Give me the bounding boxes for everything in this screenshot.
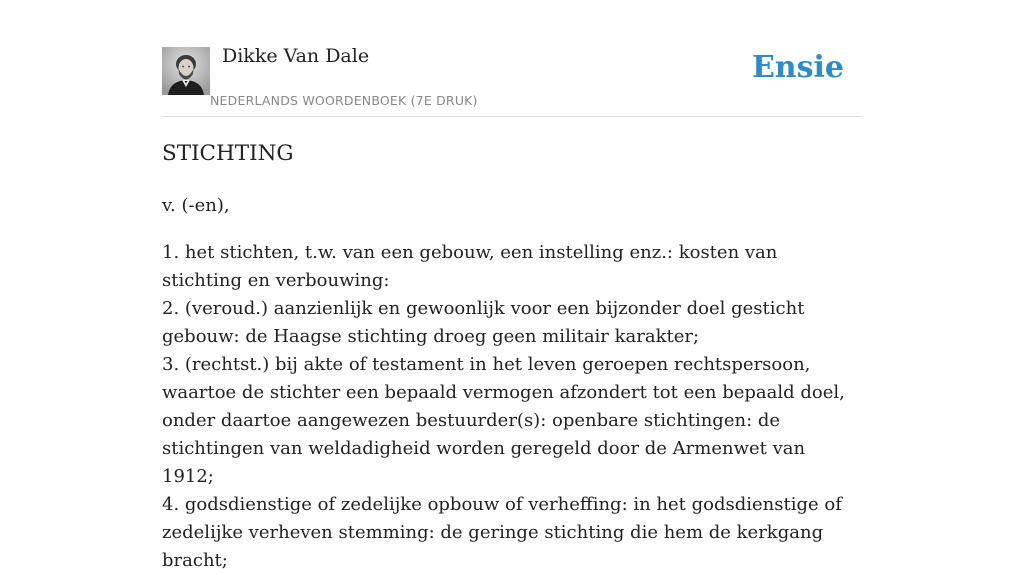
- definition-item: 3. (rechtst.) bij akte of testament in het leven geroepen rechtspersoon, waartoe de stichter een bepaald vermogen afzondert tot een bepaald doel, onder daartoe aangewezen bestuurder(s): openbare stichtingen: de stichtingen van weldadigheid worden geregeld door de Armenwet van 1912;: [162, 354, 845, 487]
- entry-content: [162, 138, 862, 575]
- definition-item: 1. het stichten, t.w. van een gebouw, een instelling enz.: kosten van stichting en verbouwing:: [162, 242, 778, 291]
- author-name[interactable]: Dikke Van Dale: [222, 45, 370, 67]
- definition-item: 2. (veroud.) aanzienlijk en gewoonlijk voor een bijzonder doel gesticht gebouw: de Haagse stichting droeg geen militair karakter;: [162, 298, 805, 347]
- definition-list: [162, 239, 862, 575]
- definition-item: 4. godsdienstige of zedelijke opbouw of verheffing: in het godsdienstige of zedelijke verheven stemming: de geringe stichting die hem de kerkgang bracht;: [162, 494, 842, 571]
- entry-grammar: v. (-en),: [162, 195, 230, 216]
- entry-title: STICHTING: [162, 141, 294, 166]
- author-avatar[interactable]: [162, 47, 210, 95]
- portrait-icon: [162, 47, 210, 95]
- ensie-logo[interactable]: Ensie: [751, 50, 844, 85]
- source-label[interactable]: NEDERLANDS WOORDENBOEK (7E DRUK): [210, 93, 478, 108]
- header: [162, 44, 862, 117]
